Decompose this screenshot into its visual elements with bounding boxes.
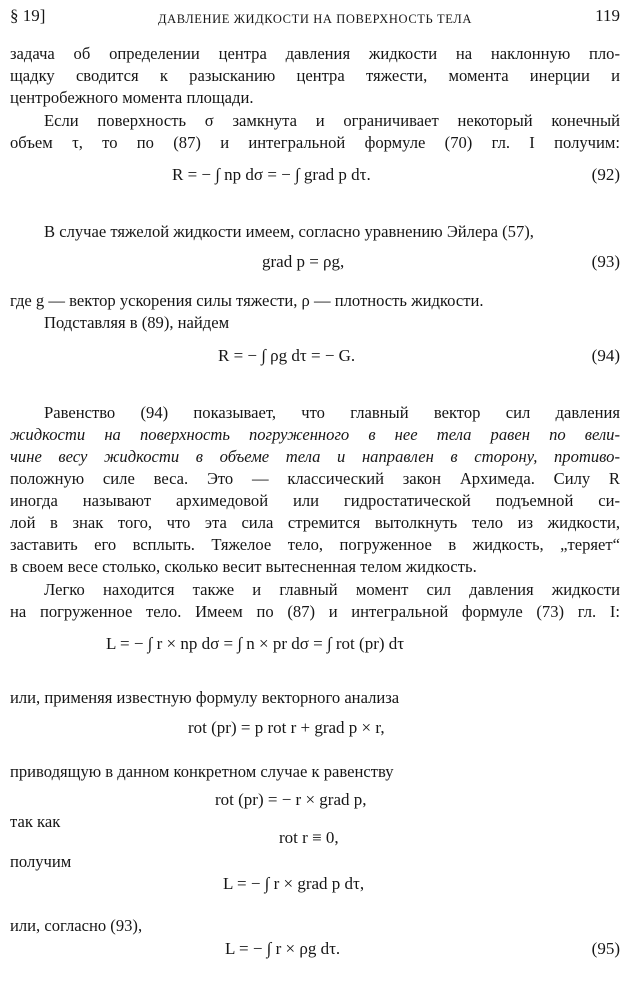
equation-94: R = − ∫ ρg dτ = − G. xyxy=(218,346,356,365)
text-line: иногда называют архимедовой или гидростатической подъемной си- xyxy=(10,491,620,510)
text-line: задача об определении центра давления жидкости на наклонную пло- xyxy=(10,44,620,63)
text-line: чине весу жидкости в объеме тела и направлен в сторону, противо- xyxy=(10,447,620,466)
text-line: щадку сводится к разысканию центра тяжести, момента инерции и xyxy=(10,66,620,85)
text-line: положную силе веса. Это — классический закон Архимеда. Силу R xyxy=(10,469,620,488)
text-line: Равенство (94) показывает, что главный вектор сил давления xyxy=(44,403,620,422)
equation-rotr: rot r ≡ 0, xyxy=(279,828,339,847)
text-line: получим xyxy=(10,852,72,871)
text-line: так как xyxy=(10,812,61,831)
text-line: объем τ, то по (87) и интегральной формуле (70) гл. I получим: xyxy=(10,133,620,152)
text-line: приводящую в данном конкретном случае к равенству xyxy=(10,762,394,781)
equation-rot2: rot (pr) = − r × grad p, xyxy=(215,790,367,809)
text-line: или, согласно (93), xyxy=(10,916,143,935)
page-number: 119 xyxy=(595,6,620,25)
text-line: лой в знак того, что эта сила стремится вытолкнуть тело из жидкости, xyxy=(10,513,620,532)
text-line: Если поверхность σ замкнута и ограничивает некоторый конечный xyxy=(44,111,620,130)
equation-number: (92) xyxy=(591,165,620,184)
text-line: Подставляя в (89), найдем xyxy=(44,313,230,332)
equation-rot: rot (pr) = p rot r + grad p × r, xyxy=(188,718,385,737)
equation-L2: L = − ∫ r × grad p dτ, xyxy=(223,874,365,893)
text-line: на погруженное тело. Имеем по (87) и интегральной формуле (73) гл. I: xyxy=(10,602,620,621)
equation-92: R = − ∫ np dσ = − ∫ grad p dτ. xyxy=(172,165,371,184)
running-title: ДАВЛЕНИЕ ЖИДКОСТИ НА ПОВЕРХНОСТЬ ТЕЛА xyxy=(157,12,473,26)
text-line: или, применяя известную формулу векторного анализа xyxy=(10,688,400,707)
text-line: заставить его всплыть. Тяжелое тело, погруженное в жидкость, „теряет“ xyxy=(10,535,620,554)
equation-95: L = − ∫ r × ρg dτ. xyxy=(225,939,341,958)
text-line: в своем весе столько, сколько весит вытесненная телом жидкость. xyxy=(10,557,477,576)
equation-number: (93) xyxy=(591,252,620,271)
equation-L1: L = − ∫ r × np dσ = ∫ n × pr dσ = ∫ rot (pr) dτ xyxy=(106,634,405,653)
equation-number: (94) xyxy=(591,346,620,365)
section-number: § 19] xyxy=(10,6,46,25)
text-line: В случае тяжелой жидкости имеем, согласно уравнению Эйлера (57), xyxy=(44,222,534,241)
text-line: Легко находится также и главный момент сил давления жидкости xyxy=(44,580,620,599)
equation-93: grad p = ρg, xyxy=(262,252,345,271)
text-line: жидкости на поверхность погруженного в нее тела равен по вели- xyxy=(10,425,620,444)
equation-number: (95) xyxy=(591,939,620,958)
text-line: центробежного момента площади. xyxy=(10,88,254,107)
text-line: где g — вектор ускорения силы тяжести, ρ — плотность жидкости. xyxy=(10,291,484,310)
